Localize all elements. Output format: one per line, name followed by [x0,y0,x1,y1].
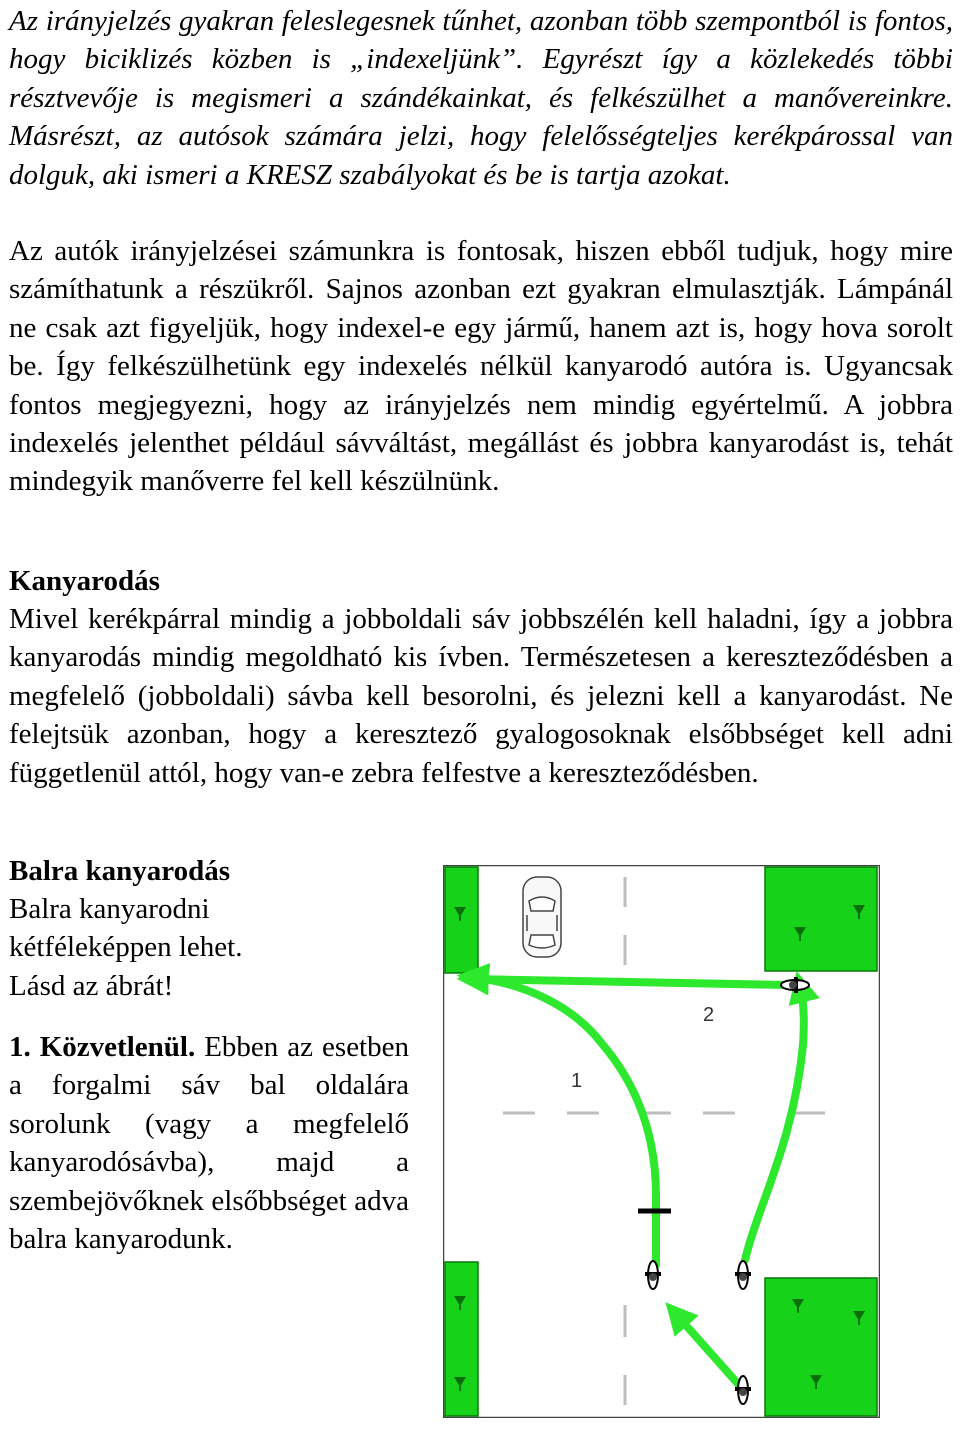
grass-top-right [765,867,877,971]
item1-label: 1. Közvetlenül. [9,1031,196,1063]
section-heading-kanyarodas: Kanyarodás [9,565,160,597]
grass-bottom-right [765,1278,877,1416]
route-label-2: 2 [703,1004,715,1026]
route-label-1: 1 [571,1070,583,1092]
intro-regular-paragraph: Az autók irányjelzései számunkra is fontosak, hiszen ebből tudjuk, hogy mire számíthatunk a részükről. Sajnos azonban ezt gyakran elmulasztják. Lámpánál ne csak azt figyeljük, hogy indexel-e egy jármű, hanem azt is, hogy hova sorolt be. Így felkészülhetünk egy indexelés nélkül kanyarodó autóra is. Ugyancsak fontos megjegyezni, hogy az irányjelzés nem mindig egyértelmű. A jobbra indexelés jelenthet például sávváltást, megállást és jobbra kanyarodást is, tehát mindegyik manőverre fel kell készülnünk. [9,235,953,498]
grass-top-left [445,867,478,973]
item1-paragraph [9,1028,409,1258]
car-icon [523,877,561,957]
section-heading-balra-kanyarodas: Balra kanyarodás [9,855,231,887]
kanyarodas-paragraph: Mivel kerékpárral mindig a jobboldali sáv jobbszélén kell haladni, így a jobbra kanyarodás mindig megoldható kis ívben. Természetesen a kereszteződésben a megfelelő (jobboldali) sávba kell besorolni, és jelezni kell a kanyarodást. Ne felejtsük azonban, hogy a keresztező gyalogosoknak elsőbbséget kell adni függetlenül attól, hogy van-e zebra felfestve a kereszteződésben. [9,603,953,789]
intersection-diagram [443,865,880,1418]
balra-intro-text: Balra kanyarodni kétféleképpen lehet. Lásd az ábrát! [9,893,243,1002]
intro-italic-paragraph: Az irányjelzés gyakran feleslegesnek tűnhet, azonban több szempontból is fontos, hogy biciklizés közben is „indexeljünk”. Egyrészt így a közlekedés többi résztvevője is megismeri a szándékainkat, és felkészülhet a manővereinkre. Másrészt, az autósok számára jelzi, hogy felelősségteljes kerékpárossal van dolguk, aki ismeri a KRESZ szabályokat és be is tartja azokat. [9,5,953,191]
item1-text: Ebben az esetben a forgalmi sáv bal oldalára sorolunk (vagy a megfelelő kanyarodósávba), majd a szembejövőknek elsőbbséget adva balra kanyarodunk. [9,1031,409,1256]
grass-bottom-left [445,1262,478,1416]
